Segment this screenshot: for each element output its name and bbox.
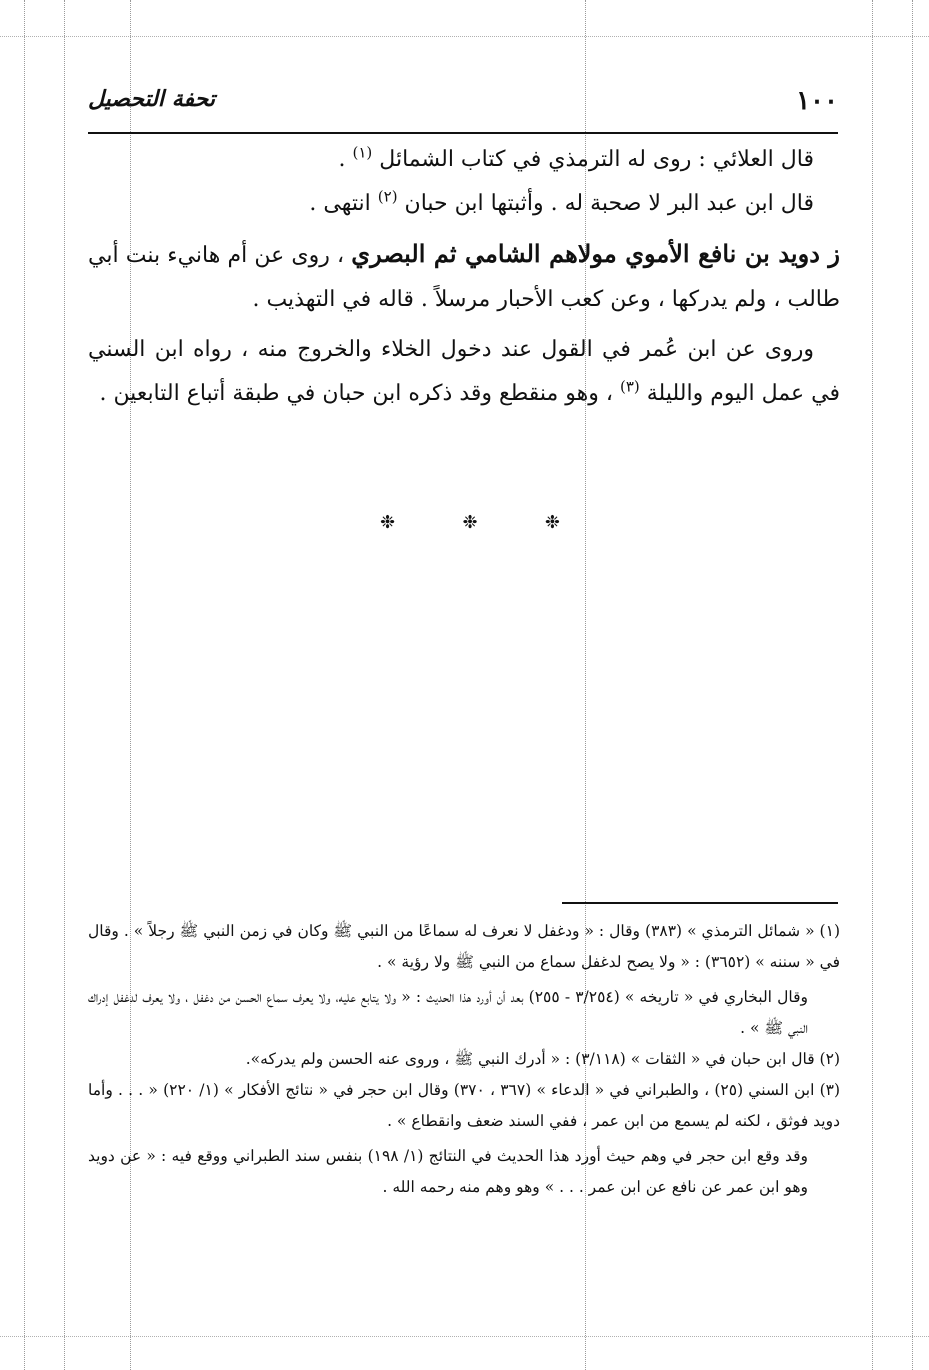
main-text — [88, 138, 840, 416]
section-ornaments — [380, 512, 560, 533]
footnote: (٣) ابن السني (٢٥) ، والطبراني في « الدعاء » (٣٦٧ ، ٣٧٠) وقال ابن حجر في « نتائج الأفكار » (١/ ٢٢٠) « . . . وأما دويد فوثق ، لكنه لم يسمع من ابن عمر ، ففي السند ضعف وانقطاع » . — [88, 1081, 841, 1130]
scan-guide-line — [872, 0, 873, 1370]
footnote-ref: (٣) — [619, 377, 640, 396]
paragraph — [88, 182, 840, 226]
asterism-icon: ❉ — [380, 512, 396, 533]
footnote: (١) « شمائل الترمذي » (٣٨٣) وقال : « ودغفل لا نعرف له سماعًا من النبي ﷺ وكان في زمن النبي ﷺ رجلاً » . وقال في « سننه » (٣٦٥٢) : « ولا يصح لدغفل سماع من النبي ﷺ ولا رؤية » . — [88, 922, 840, 971]
footnote-continuation: وقد وقع ابن حجر في وهم حيث أورد هذا الحديث في النتائج (١/ ١٩٨) بنفس سند الطبراني ووقع فيه : « عن دويد وهو ابن عمر عن نافع عن ابن عمر . . . » وهو وهم منه رحمه الله . — [88, 1147, 808, 1196]
scan-guide-line — [24, 0, 25, 1370]
footnote-separator — [562, 902, 838, 904]
paragraph — [88, 232, 840, 322]
page-number: ١٠٠ — [796, 86, 838, 116]
footnotes — [88, 916, 840, 1203]
running-title: تحفة التحصيل — [88, 86, 215, 112]
narrator-name: ز دويد بن نافع الأموي مولاهم الشامي ثم البصري — [351, 239, 840, 268]
footnote: (٢) قال ابن حبان في « الثقات » (٣/١١٨) : « أدرك النبي ﷺ ، وروى عنه الحسن ولم يدركه». — [245, 1050, 840, 1068]
scan-guide-line — [0, 1336, 929, 1337]
paragraph-text: ، روى عن أم هانيء بنت أبي طالب ، ولم يدركها ، وعن كعب الأحبار مرسلاً . قاله في التهذيب . — [88, 243, 840, 312]
paragraph-text: وروى عن ابن عُمر في القول عند دخول الخلاء والخروج منه ، رواه ابن السني في عمل اليوم والليلة — [88, 337, 840, 406]
paragraph-text: قال العلائي : روى له الترمذي في كتاب الشمائل — [379, 147, 814, 172]
paragraph — [88, 138, 840, 182]
asterism-icon: ❉ — [544, 512, 560, 533]
header-rule — [88, 132, 838, 134]
asterism-icon: ❉ — [462, 512, 478, 533]
page-header — [88, 82, 838, 132]
paragraph-text: قال ابن عبد البر لا صحبة له . وأثبتها ابن حبان — [404, 191, 814, 216]
paragraph — [88, 328, 840, 416]
paragraph-text: . — [338, 147, 346, 172]
footnote-ref: (٢) — [377, 187, 398, 206]
footnote-ref: (١) — [352, 143, 373, 162]
scan-guide-line — [0, 36, 929, 37]
paragraph-text: انتهى . — [309, 191, 371, 216]
footnote-continuation: وقال البخاري في « تاريخه » (٣/٢٥٤ - ٢٥٥) بعد أن أورد هذا الحديث : « ولا يتابع عليه، ولا يعرف سماع الحسن من دغفل ، ولا يعرف لدغفل إدراك النبي ﷺ » . — [88, 988, 808, 1037]
scan-guide-line — [64, 0, 65, 1370]
scan-guide-line — [912, 0, 913, 1370]
paragraph-text: ، وهو منقطع وقد ذكره ابن حبان في طبقة أتباع التابعين . — [99, 381, 613, 406]
